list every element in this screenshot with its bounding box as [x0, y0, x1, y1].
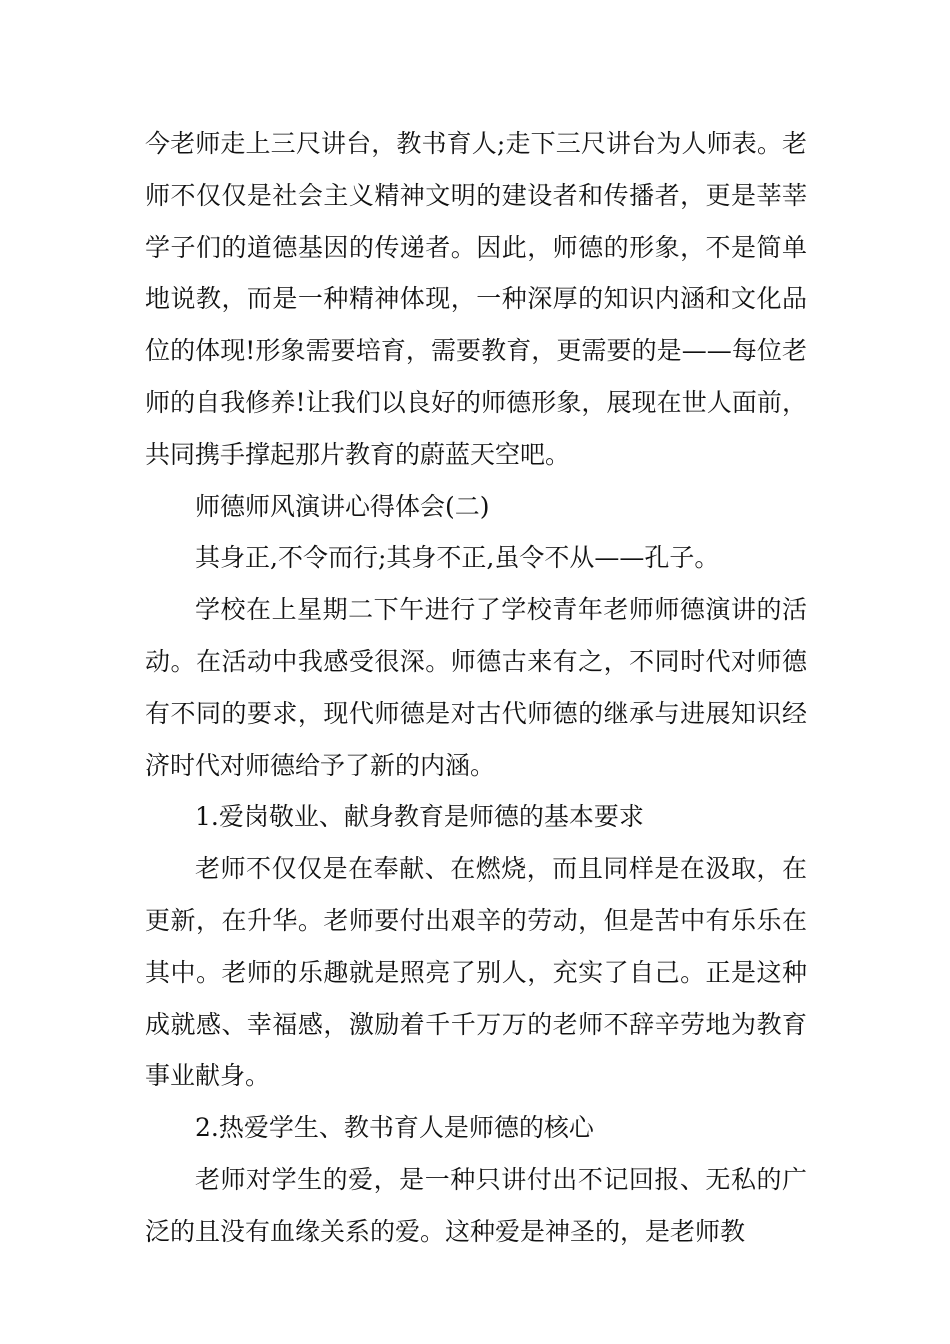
quote-line: 其身正,不令而行;其身不正,虽令不从——孔子。 — [195, 543, 720, 573]
paragraph: 老师不仅仅是在奉献、在燃烧，而且同样是在汲取，在更新，在升华。老师要付出艰辛的劳动，但是苦中有乐乐在其中。老师的乐趣就是照亮了别人，充实了自己。正是这种成就感、幸福感，激励着千千万万的老师不辞辛劳地为教育事业献身。 — [145, 854, 807, 1091]
section-heading: 师德师风演讲心得体会(二) — [195, 491, 490, 521]
paragraph: 老师对学生的爱，是一种只讲付出不记回报、无私的广泛的且没有血缘关系的爱。这种爱是神圣的，是老师教 — [145, 1164, 807, 1246]
numbered-point-heading: 1.爱岗敬业、献身教育是师德的基本要求 — [195, 802, 644, 832]
body-text — [145, 118, 807, 1258]
numbered-point-heading: 2.热爱学生、教书育人是师德的核心 — [195, 1113, 594, 1143]
paragraph: 学校在上星期二下午进行了学校青年老师师德演讲的活动。在活动中我感受很深。师德古来有之，不同时代对师德有不同的要求，现代师德是对古代师德的继承与进展知识经济时代对师德给予了新的内涵。 — [145, 595, 807, 780]
paragraph-intro-continuation: 今老师走上三尺讲台，教书育人;走下三尺讲台为人师表。老师不仅仅是社会主义精神文明的建设者和传播者，更是莘莘学子们的道德基因的传递者。因此，师德的形象，不是简单地说教，而是一种精神体现，一种深厚的知识内涵和文化品位的体现!形象需要培育，需要教育，更需要的是——每位老师的自我修养!让我们以良好的师德形象，展现在世人面前，共同携手撑起那片教育的蔚蓝天空吧。 — [145, 129, 807, 469]
